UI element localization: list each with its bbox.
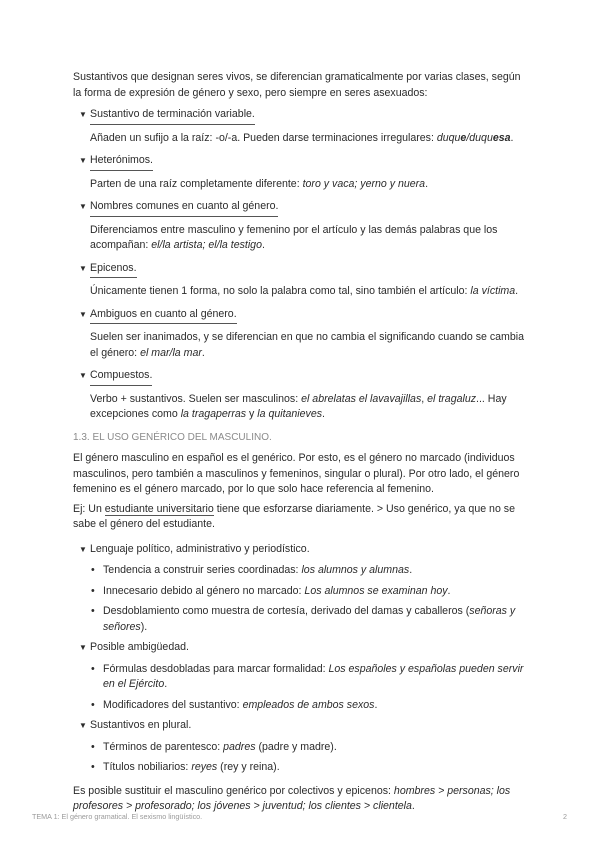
body-text: y [246,408,258,420]
body-text: Únicamente tienen 1 forma, no solo la palabra como tal, sino también el artículo: [90,285,471,297]
item-text: . [447,584,451,597]
triangle-down-icon[interactable]: ▼ [79,263,87,273]
list-item [91,760,533,776]
triangle-down-icon[interactable]: ▼ [79,721,87,730]
example-text: profesores > profesorado; los jóvenes > juventud; los clientes > clientela [73,800,412,812]
toggle-body [90,392,533,423]
toggle-ambiguos [73,307,533,362]
body-text: . [322,408,325,420]
triangle-down-icon[interactable]: ▼ [79,643,87,652]
item-text: . [164,678,168,690]
item-text: Términos de parentesco: [103,740,224,753]
list-item [91,740,533,756]
example-text: Los españoles y españolas pueden servir [328,662,524,675]
list-item [91,563,533,579]
toggle-sustantivos-plural [73,718,533,776]
example-text: señores [103,620,141,633]
toggle-body [90,177,533,193]
example-text: el tragaluz [427,392,477,405]
toggle-title[interactable]: Epicenos. [90,261,137,279]
item-text: . [374,698,378,711]
list-item [91,698,533,714]
item-text: . [409,564,413,576]
body-text: ... Hay [476,392,507,405]
body-text: El género masculino en español es el genérico. Por esto, es el género no marcado (individuos [73,452,515,464]
triangle-down-icon[interactable]: ▼ [79,156,87,165]
example-text: los alumnos y alumnas [301,564,410,576]
item-text: Títulos nobiliarios: [103,761,192,773]
toggle-title[interactable]: Compuestos. [90,368,152,386]
toggle-title[interactable]: Lenguaje político, administrativo y periodístico. [90,542,310,555]
section-heading: 1.3. EL USO GENÉRICO DEL MASCULINO. [73,431,272,443]
toggle-compuestos [73,368,533,423]
page-number: 2 [563,812,567,821]
footer-title: TEMA 1: El género gramatical. El sexismo lingüístico. [32,812,203,821]
toggle-title[interactable]: Ambiguos en cuanto al género. [90,307,237,325]
toggle-heteronimos [73,153,533,192]
body-text: , [421,392,428,405]
section-paragraph [73,451,533,498]
body-text: Ej: Un [73,502,105,515]
example-text: señoras y [469,605,516,617]
body-text: Parten de una raíz completamente diferente: [90,177,303,190]
body-text: sabe el género del estudiante. [73,518,215,530]
example-text: /duqu [466,131,493,144]
body-text: . [261,239,265,251]
body-text: acompañan: [90,239,152,251]
example-text: el abrelatas el lavavajillas [301,392,422,405]
triangle-down-icon[interactable]: ▼ [79,110,87,119]
example-text: el mar/la mar [140,346,202,359]
toggle-lenguaje-politico [73,542,533,636]
example-text: el/la artista; el/la testigo [151,239,262,251]
toggle-body [90,284,533,300]
example-bold-text: esa [492,131,511,144]
toggle-nombres-comunes [73,199,533,254]
list-item [91,584,533,600]
bullet-list [73,563,533,635]
bullet-list [73,662,533,714]
toggle-title[interactable]: Heterónimos. [90,153,153,171]
toggle-title[interactable]: Sustantivo de terminación variable. [90,107,255,125]
item-text: Modificadores del sustantivo: [103,698,243,711]
list-item [91,662,533,693]
body-text: . [425,177,429,190]
toggle-sustantivo-terminacion-variable [73,107,533,146]
example-text: hombres > personas; los [393,784,511,797]
item-text: (rey y reina). [217,761,280,773]
example-text: empleados de ambos sexos [242,698,375,711]
toggle-body [90,223,533,254]
example-text: en el Ejército [103,678,165,690]
body-text: . [510,131,514,144]
bullet-list [73,740,533,776]
example-text: padres [223,740,256,753]
toggle-title[interactable]: Posible ambigüedad. [90,641,189,653]
triangle-down-icon[interactable]: ▼ [79,202,87,211]
body-text: tiene que esforzarse diariamente. > Uso genérico, ya que no se [213,502,515,515]
toggle-title[interactable]: Nombres comunes en cuanto al género. [90,199,278,217]
item-text: (padre y madre). [255,740,337,753]
body-text: . [515,285,519,297]
underlined-term: estudiante universitario [104,502,214,515]
intro-line: Sustantivos que designan seres vivos, se diferencian gramaticalmente por varias clases, según [73,71,521,83]
body-text: Verbo + sustantivos. Suelen ser masculinos: [90,392,302,405]
item-text: Desdoblamiento como muestra de cortesía, derivado del damas y caballeros ( [103,605,470,617]
body-text: el género: [90,346,141,359]
body-text: Diferenciamos entre masculino y femenino por el artículo y las demás palabras que los [90,223,498,236]
example-text: la quitanieves [257,408,323,420]
triangle-down-icon[interactable]: ▼ [79,371,87,380]
body-text: Suelen ser inanimados, y se diferencian en que no cambia el significando cuando se cambia [90,331,525,343]
item-text: ). [140,620,148,633]
toggle-title[interactable]: Sustantivos en plural. [90,719,192,731]
body-text: femenino es el género marcado, por lo que solo hace referencia al femenino. [73,483,434,495]
item-text: Fórmulas desdobladas para marcar formalidad: [103,662,329,675]
example-text: toro y vaca; yerno y nuera [302,177,426,190]
triangle-down-icon[interactable]: ▼ [79,544,87,554]
example-bold-text: e [460,131,467,144]
body-text: Es posible sustituir el masculino genérico por colectivos y epicenos: [73,784,394,797]
example-text: la víctima [470,285,516,297]
toggle-body [90,131,533,147]
list-item [91,604,533,635]
example-text: duqu [436,131,461,144]
toggle-posible-ambiguedad [73,640,533,713]
item-text: Innecesario debido al género no marcado: [103,584,305,597]
body-text: . [411,800,415,812]
example-text: la tragaperras [180,408,247,420]
example-text: reyes [191,761,218,773]
body-text: masculinos, pero también a masculinos y femeninos, singular o plural). Por otro lado, el género [73,467,520,480]
body-text: . [201,346,205,359]
triangle-down-icon[interactable]: ▼ [79,309,87,319]
body-text: Añaden un sufijo a la raíz: -o/-a. Pueden darse terminaciones irregulares: [90,131,437,144]
body-text: excepciones como [90,408,181,420]
document-page [73,70,533,819]
toggle-epicenos [73,261,533,300]
example-text: Los alumnos se examinan hoy [304,584,448,597]
intro-line: la forma de expresión de género y sexo, pero siempre en seres asexuados: [73,86,428,99]
toggle-body [90,330,533,361]
intro-paragraph [73,70,533,101]
example-paragraph [73,502,533,533]
item-text: Tendencia a construir series coordinadas: [103,564,302,576]
